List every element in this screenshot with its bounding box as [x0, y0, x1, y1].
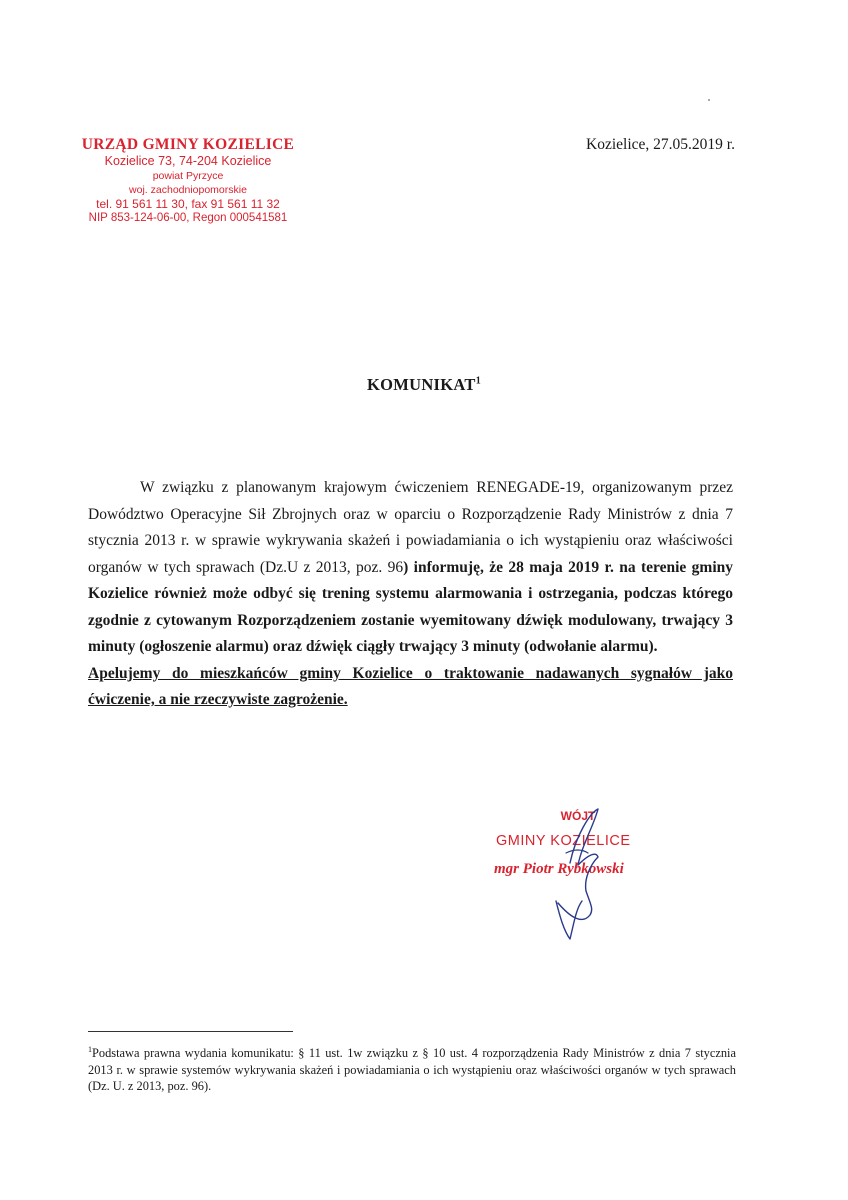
appeal-paragraph — [88, 661, 733, 714]
signature-name: mgr Piotr Rybkowski — [494, 861, 624, 877]
stamp-voivodeship: woj. zachodniopomorskie — [129, 184, 247, 196]
footnote-text: Podstawa prawna wydania komunikatu: § 11 ust. 1w związku z § 10 ust. 4 rozporządzenia Rady Ministrów z dnia 7 stycznia 2013 r. w sprawie systemów wykrywania skażeń i powiadamiania o ich wystąpieniu oraz właściwości organów w tych sprawach (Dz. U. z 2013, poz. 96). — [88, 1046, 736, 1094]
title-footnote-mark: 1 — [475, 375, 482, 387]
appeal-text: Apelujemy do mieszkańców gminy Kozielice o traktowanie nadawanych sygnałów jako ćwiczenie, a nie rzeczywiste zagrożenie. — [88, 664, 733, 708]
office-stamp — [68, 136, 308, 225]
body-paragraph — [88, 475, 733, 661]
footnote — [88, 1042, 736, 1095]
body-intro: W związku z planowanym krajowym ćwiczeniem RENEGADE-19, organizowanym przez Dowództwo Operacyjne Sił Zbrojnych oraz w oparciu o Rozporządzenie Rady Ministrów z dnia 7 stycznia 2013 r. w sprawie wykrywania skażeń i powiadamiania o ich wystąpieniu oraz właściwości organów w tych sprawach (Dz.U z 2013, poz. 96 — [88, 479, 733, 576]
announcement-body — [88, 475, 733, 714]
footnote-mark: 1 — [88, 1045, 92, 1054]
stamp-ids: NIP 853-124-06-00, Regon 000541581 — [88, 212, 288, 224]
title-text: KOMUNIKAT — [366, 375, 476, 394]
stamp-address: Kozielice 73, 74-204 Kozielice — [104, 154, 272, 168]
footnote-separator — [88, 1031, 293, 1032]
stamp-phone: tel. 91 561 11 30, fax 91 561 11 32 — [96, 197, 280, 211]
place-date: Kozielice, 27.05.2019 r. — [586, 136, 735, 153]
document-title — [0, 375, 848, 395]
stamp-office-name: URZĄD GMINY KOZIELICE — [81, 136, 295, 153]
signature-role: WÓJT — [560, 809, 596, 823]
scan-speck — [708, 99, 710, 101]
signature-organization: GMINY KOZIELICE — [496, 833, 631, 849]
body-bold-notice: ) informuję, że 28 maja 2019 r. na terenie gminy Kozielice również może odbyć się trening systemu alarmowania i ostrzegania, podczas którego zgodnie z cytowanym Rozporządzeniem zostanie wyemitowany dźwięk modulowany, trwający 3 minuty (ogłoszenie alarmu) oraz dźwięk ciągły trwający 3 minuty (odwołanie alarmu). — [88, 558, 733, 655]
handwritten-signature — [478, 805, 688, 940]
signature-block — [478, 805, 688, 940]
stamp-county: powiat Pyrzyce — [152, 170, 224, 182]
